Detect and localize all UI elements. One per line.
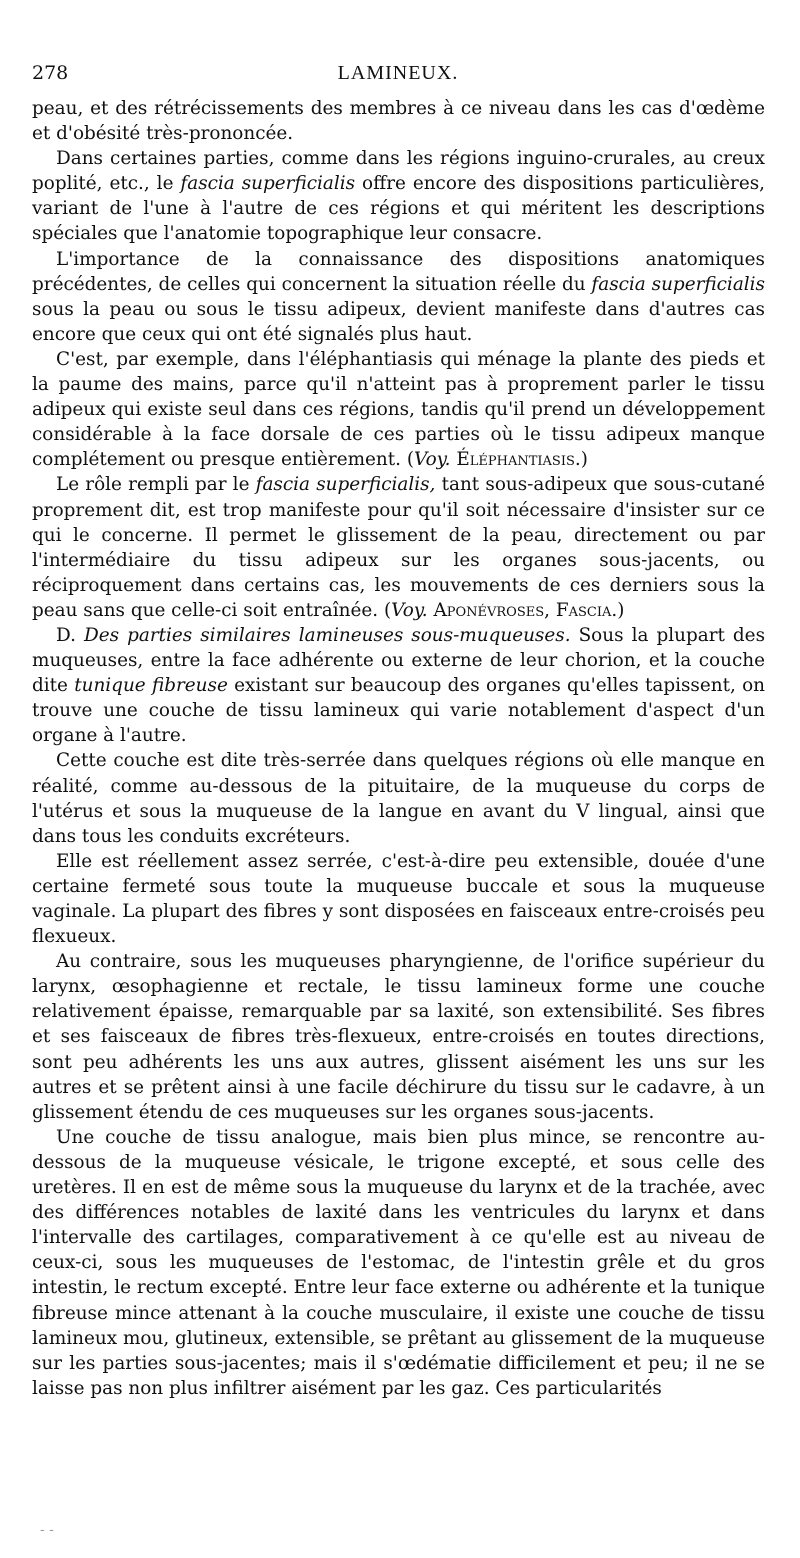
paragraph-p1 (32, 96, 765, 146)
text-run: Elle est réellement assez serrée, c'est-à-dire peu extensible, douée d'une certaine fermeté sous toute la muqueuse buccale et sous la muqueuse vaginale. La plupart des fibres y sont disposées en faisceaux entre-croisés peu flexueux. (32, 850, 765, 948)
text-run: Dans certaines parties, comme dans les régions inguino-crurales, au creux poplité, etc., le (32, 148, 765, 195)
paragraph-p5 (32, 472, 765, 623)
running-header (32, 62, 764, 92)
small-caps-text: Aponévroses, Fascia. (433, 599, 618, 621)
text-run: sous la peau ou sous le tissu adipeux, devient manifeste dans d'autres cas encore que ceux qui ont été signalés plus haut. (32, 298, 765, 345)
text-run: Une couche de tissu analogue, mais bien plus mince, se rencontre au-dessous de la muqueuse vésicale, le trigone excepté, et sous celle des uretères. Il en est de même sous la muqueuse du larynx et de la trachée, avec des différences notables de laxité dans les ventricules du larynx et dans l'intervalle des cartilages, comparativement à ce qu'elle est au niveau de ceux-ci, sous les muqueuses de l'estomac, de l'intestin grêle et du gros intestin, le rectum excepté. Entre leur face externe ou adhérente et la tunique fibreuse mince attenant à la couche musculaire, il existe une couche de tissu lamineux mou, glutineux, extensible, se prêtant au glissement de la muqueuse sur les parties sous-jacentes; mais il s'œdématie difficilement et peu; il ne se laisse pas non plus infiltrer aisément par les gaz. Ces particularités (32, 1126, 765, 1399)
paragraph-p10 (32, 1125, 765, 1401)
paragraph-p9 (32, 949, 765, 1125)
text-run: Le rôle rempli par le (56, 474, 256, 496)
text-run: offre encore des dispositions particulières, variant de l'une à l'autre de ces régions et qui méritent les descriptions spéciales que l'anatomie topographique leur consacre. (32, 173, 766, 245)
body-text (32, 96, 765, 1401)
italic-text: Des parties similaires lamineuses sous-muqueuses. (83, 624, 571, 646)
margin-mark: - - (40, 1522, 54, 1538)
paragraph-p7 (32, 748, 765, 848)
text-run: Au contraire, sous les muqueuses pharyngienne, de l'orifice supérieur du larynx, œsophagienne et rectale, le tissu lamineux forme une couche relativement épaisse, remarquable par sa laxité, son extensibilité. Ses fibres et ses faisceaux de fibres très-flexueux, entre-croisés en toutes directions, sont peu adhérents les uns aux autres, glissent aisément les uns sur les autres et se prêtent ainsi à une facile déchirure du tissu sur le cadavre, à un glissement étendu de ces muqueuses sur les organes sous-jacents. (32, 951, 765, 1123)
text-run: Sous la plupart des muqueuses, entre la face adhérente ou externe de leur chorion, et la couche dite (32, 624, 766, 697)
text-run: peau, et des rétrécissements des membres à ce niveau dans les cas d'œdème et d'obésité très-prononcée. (32, 98, 765, 145)
text-run: L'importance de la connaissance des dispositions anatomiques précédentes, de celles qui concernent la situation réelle du (32, 248, 765, 295)
text-run: ) (580, 449, 588, 471)
text-run: tant sous-adipeux que sous-cutané proprement dit, est trop manifeste pour qu'il soit nécessaire d'insister sur ce qui le concerne. Il permet le glissement de la peau, directement ou par l'intermédiaire du tissu adipeux sur les organes sous-jacents, ou réciproquement dans certains cas, les mouvements de ces derniers sous la peau sans que celle-ci soit entraînée. ( (32, 474, 766, 621)
italic-text: Voy. (414, 449, 451, 471)
page-number: 278 (32, 62, 69, 84)
paragraph-p2 (32, 146, 765, 246)
text-run: existant sur beaucoup des organes qu'elles tapissent, on trouve une couche de tissu lamineux qui varie notablement d'aspect d'un organe à l'autre. (32, 675, 766, 747)
paragraph-p3 (32, 247, 765, 347)
italic-text: Voy. (391, 599, 428, 621)
paragraph-p8 (32, 849, 765, 949)
paragraph-p6 (32, 623, 765, 748)
text-run: ) (617, 599, 625, 621)
text-run: C'est, par exemple, dans l'éléphantiasis qui ménage la plante des pieds et la paume des mains, parce qu'il n'atteint pas à proprement parler le tissu adipeux qui existe seul dans ces régions, tandis qu'il prend un développement considérable à la face dorsale de ces parties où le tissu adipeux manque complétement ou presque entièrement. ( (32, 348, 765, 471)
italic-text: tunique fibreuse (74, 675, 228, 697)
italic-text: fascia superficialis, (255, 474, 436, 496)
paragraph-p4 (32, 347, 765, 472)
running-title: LAMINEUX. (337, 62, 459, 84)
text-run: D. (56, 624, 84, 646)
text-run: Cette couche est dite très-serrée dans quelques régions où elle manque en réalité, comme au-dessous de la pituitaire, de la muqueuse du corps de l'utérus et sous la muqueuse de la langue en avant du V lingual, ainsi que dans tous les conduits excréteurs. (32, 750, 765, 847)
italic-text: fascia superficialis (591, 273, 765, 295)
small-caps-text: Éléphantiasis. (456, 449, 581, 471)
italic-text: fascia superficialis (180, 173, 356, 195)
